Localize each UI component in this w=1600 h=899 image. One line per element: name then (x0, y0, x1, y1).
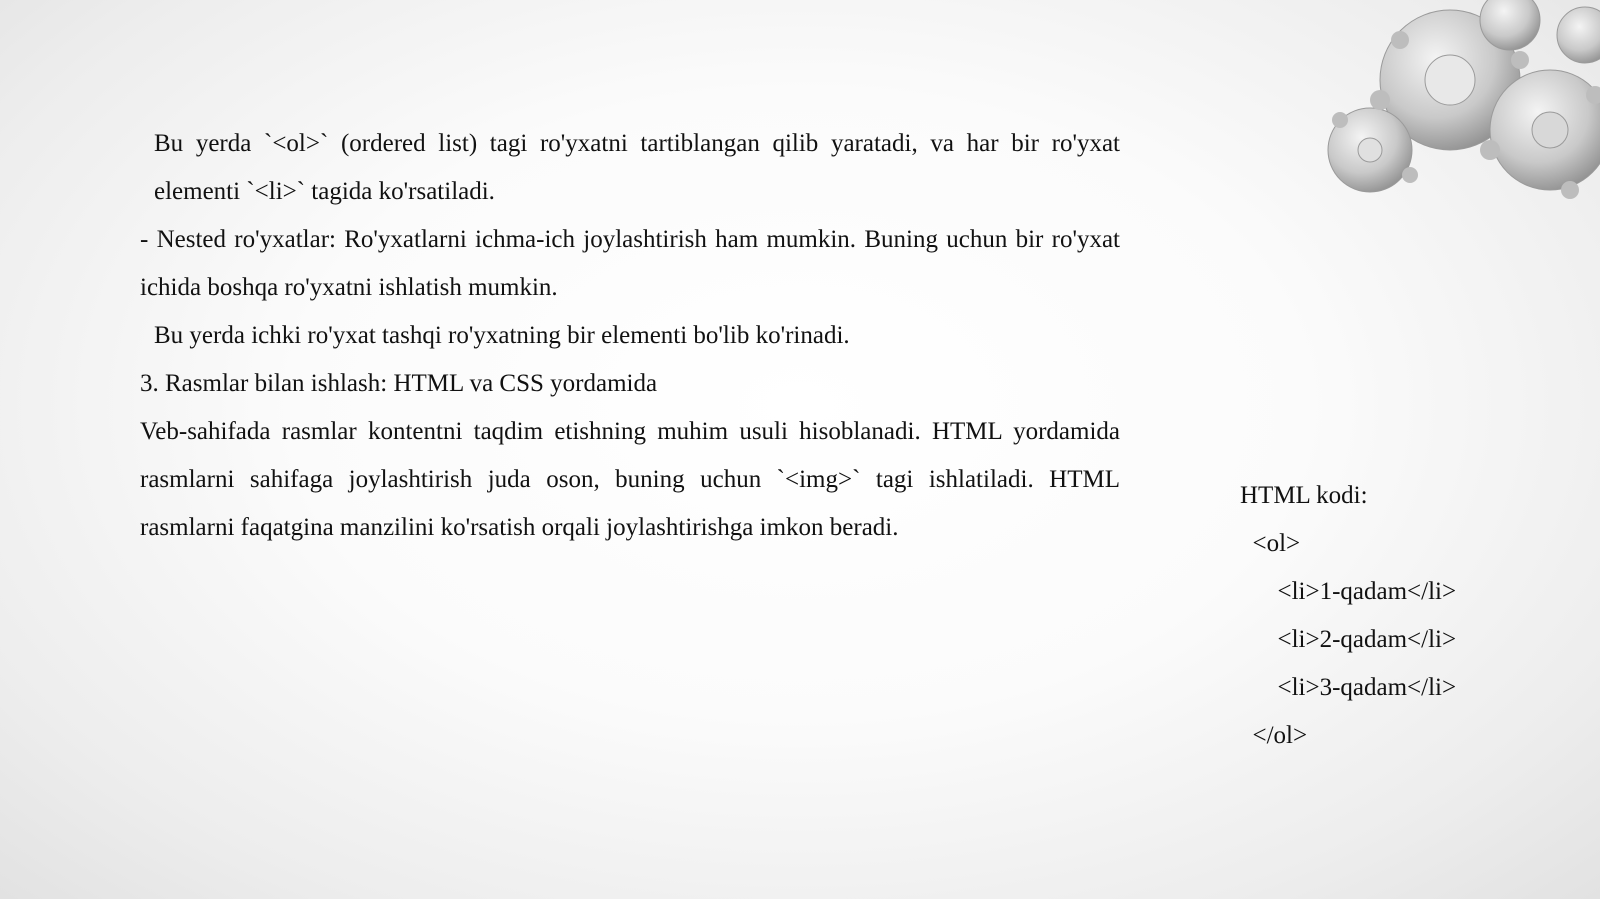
code-line: <li>3-qadam</li> (1240, 674, 1457, 701)
section-heading-images: 3. Rasmlar bilan ishlash: HTML va CSS yordamida (140, 370, 658, 397)
code-line: <li>1-qadam</li> (1240, 578, 1457, 605)
paragraph-ol-description: Bu yerda `<ol>` (ordered list) tagi ro'yxatni tartiblangan qilib yaratadi, va har bir ro'yxat elementi `<li>` tagida ko'rsatiladi. (154, 130, 1120, 205)
gears-icon (1300, 0, 1600, 240)
gear-medium (1490, 70, 1600, 190)
body-text (140, 120, 1120, 552)
code-line: <ol> (1240, 530, 1301, 557)
paragraph-nested-lists: - Nested ro'yxatlar: Ro'yxatlarni ichma-ich joylashtirish ham mumkin. Buning uchun bir ro'yxat ichida boshqa ro'yxatni ishlatish mumkin. (140, 226, 1120, 301)
paragraph-images: Veb-sahifada rasmlar kontentni taqdim etishning muhim usuli hisoblanadi. HTML yordamida rasmlarni sahifaga joylashtirish juda oson, buning uchun `<img>` tagi ishlatiladi. HTML rasmlarni faqatgina manzilini ko'rsatish orqali joylashtirishga imkon beradi. (140, 418, 1120, 541)
paragraph-nested-note: Bu yerda ichki ro'yxat tashqi ro'yxatning bir elementi bo'lib ko'rinadi. (154, 322, 850, 349)
code-line: </ol> (1240, 722, 1308, 749)
code-example-title: HTML kodi: (1240, 482, 1368, 509)
code-example (1240, 472, 1560, 760)
code-line: <li>2-qadam</li> (1240, 626, 1457, 653)
